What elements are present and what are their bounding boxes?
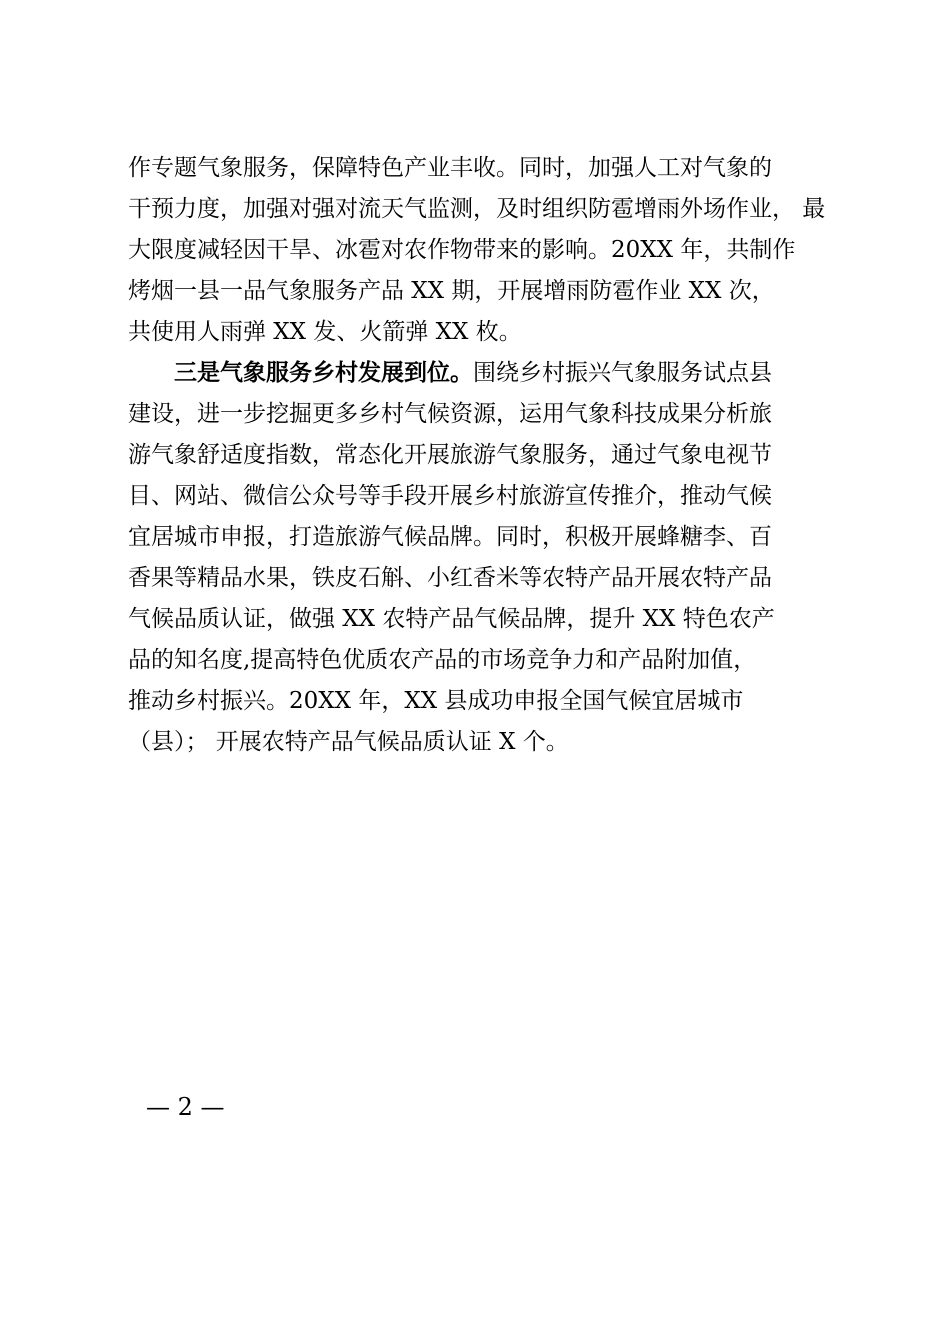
paragraph-rural-development xyxy=(128,353,828,763)
paragraph-line: 共使用人雨弹 XX 发、火箭弹 XX 枚。 xyxy=(128,319,522,345)
paragraph-line: 宜居城市申报，打造旅游气候品牌。同时，积极开展蜂糖李、百 xyxy=(128,524,772,550)
paragraph-line: 品的知名度,提高特色优质农产品的市场竞争力和产品附加值， xyxy=(128,647,757,673)
paragraph-line: 作专题气象服务，保障特色产业丰收。同时，加强人工对气象的 xyxy=(128,155,772,181)
body-text xyxy=(128,148,828,763)
paragraph-line: 目、网站、微信公众号等手段开展乡村旅游宣传推介，推动气候 xyxy=(128,483,772,509)
paragraph-line: 烤烟一县一品气象服务产品 XX 期，开展增雨防雹作业 XX 次， xyxy=(128,278,775,304)
paragraph-weather-service-industry xyxy=(128,148,828,353)
paragraph-line: 香果等精品水果，铁皮石斛、小红香米等农特产品开展农特产品 xyxy=(128,565,772,591)
paragraph-line-rest: 围绕乡村振兴气象服务试点县 xyxy=(473,360,772,386)
paragraph-line: 气候品质认证，做强 XX 农特产品气候品牌，提升 XX 特色农产 xyxy=(128,606,775,632)
paragraph-first-line xyxy=(128,353,828,394)
paragraph-line: 建设，进一步挖掘更多乡村气候资源，运用气象科技成果分析旅 xyxy=(128,401,772,427)
paragraph-line: 游气象舒适度指数，常态化开展旅游气象服务，通过气象电视节 xyxy=(128,442,772,468)
paragraph-line: 推动乡村振兴。20XX 年，XX 县成功申报全国气候宜居城市 xyxy=(128,688,744,714)
paragraph-line: （县）； 开展农特产品气候品质认证 X 个。 xyxy=(128,729,569,755)
paragraph-line: 大限度减轻因干旱、冰雹对农作物带来的影响。20XX 年，共制作 xyxy=(128,237,796,263)
page-number: — 2 — xyxy=(146,1093,225,1121)
paragraph-line: 干预力度，加强对强对流天气监测，及时组织防雹增雨外场作业， 最 xyxy=(128,196,826,222)
section-heading: 三是气象服务乡村发展到位。 xyxy=(174,360,473,386)
